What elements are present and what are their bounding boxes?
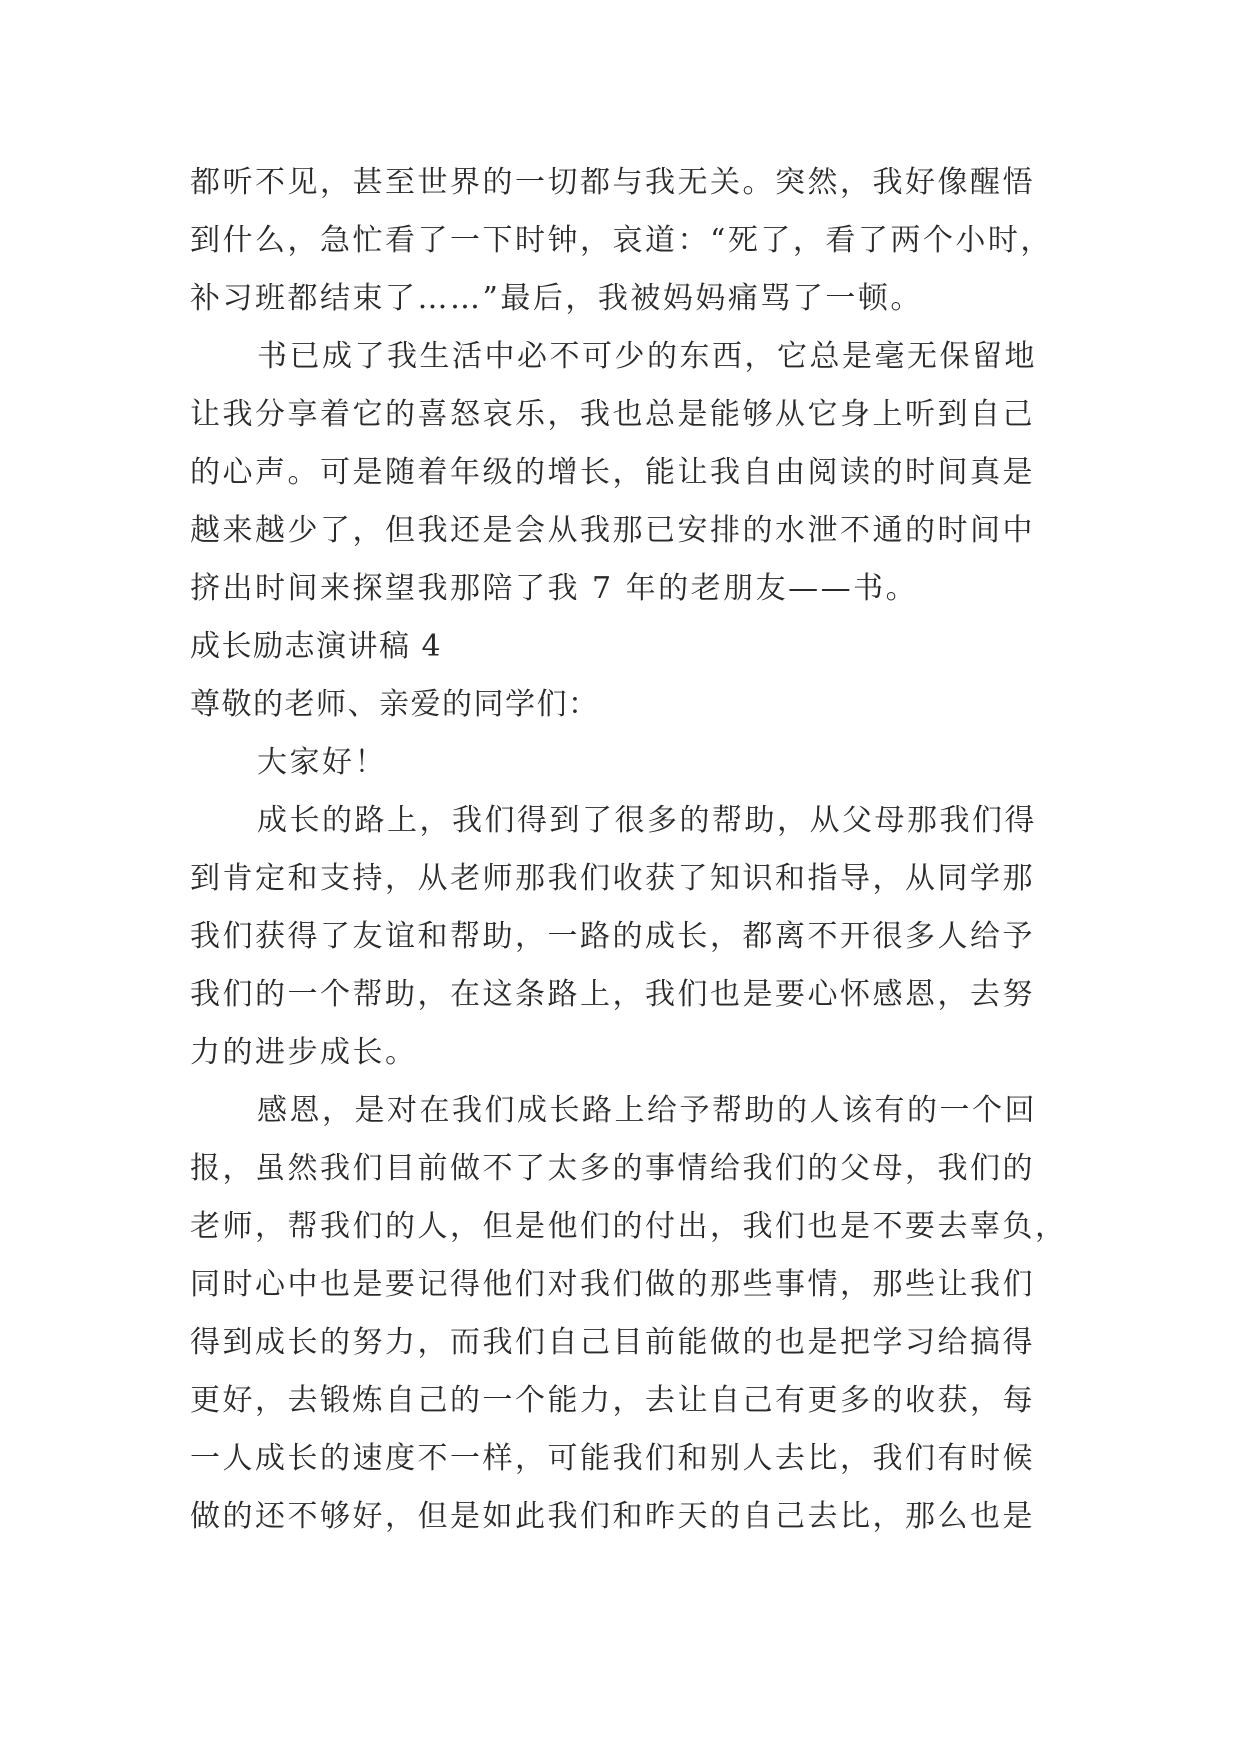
body-line: 让我分享着它的喜怒哀乐，我也总是能够从它身上听到自己 <box>190 397 1035 432</box>
salutation: 尊敬的老师、亲爱的同学们： <box>190 687 600 722</box>
body-line: 我们获得了友谊和帮助，一路的成长，都离不开很多人给予 <box>190 919 1035 954</box>
section-heading: 成长励志演讲稿 4 <box>190 629 443 664</box>
body-line: 报，虽然我们目前做不了太多的事情给我们的父母，我们的 <box>190 1151 1035 1186</box>
body-line: 更好，去锻炼自己的一个能力，去让自己有更多的收获，每 <box>190 1383 1035 1418</box>
body-line: 的心声。可是随着年级的增长，能让我自由阅读的时间真是 <box>190 455 1035 490</box>
greeting: 大家好！ <box>257 745 387 780</box>
body-line: 补习班都结束了……”最后，我被妈妈痛骂了一顿。 <box>190 281 923 316</box>
body-line: 得到成长的努力，而我们自己目前能做的也是把学习给搞得 <box>190 1325 1035 1360</box>
body-line: 到肯定和支持，从老师那我们收获了知识和指导，从同学那 <box>190 861 1035 896</box>
body-line: 挤出时间来探望我那陪了我 7 年的老朋友——书。 <box>190 571 919 606</box>
body-line: 一人成长的速度不一样，可能我们和别人去比，我们有时候 <box>190 1441 1035 1476</box>
paragraph-first-line: 成长的路上，我们得到了很多的帮助，从父母那我们得 <box>257 803 1037 838</box>
body-line: 都听不见，甚至世界的一切都与我无关。突然，我好像醒悟 <box>190 165 1035 200</box>
body-line: 我们的一个帮助，在这条路上，我们也是要心怀感恩，去努 <box>190 977 1035 1012</box>
body-line: 老师，帮我们的人，但是他们的付出，我们也是不要去辜负， <box>190 1209 1068 1244</box>
body-line: 同时心中也是要记得他们对我们做的那些事情，那些让我们 <box>190 1267 1035 1302</box>
paragraph-first-line: 书已成了我生活中必不可少的东西，它总是毫无保留地 <box>257 339 1037 374</box>
body-line: 做的还不够好，但是如此我们和昨天的自己去比，那么也是 <box>190 1499 1035 1534</box>
body-line: 到什么，急忙看了一下时钟，哀道：“死了，看了两个小时， <box>190 223 1053 258</box>
paragraph-first-line: 感恩，是对在我们成长路上给予帮助的人该有的一个回 <box>257 1093 1037 1128</box>
body-line: 力的进步成长。 <box>190 1035 418 1070</box>
body-line: 越来越少了，但我还是会从我那已安排的水泄不通的时间中 <box>190 513 1035 548</box>
